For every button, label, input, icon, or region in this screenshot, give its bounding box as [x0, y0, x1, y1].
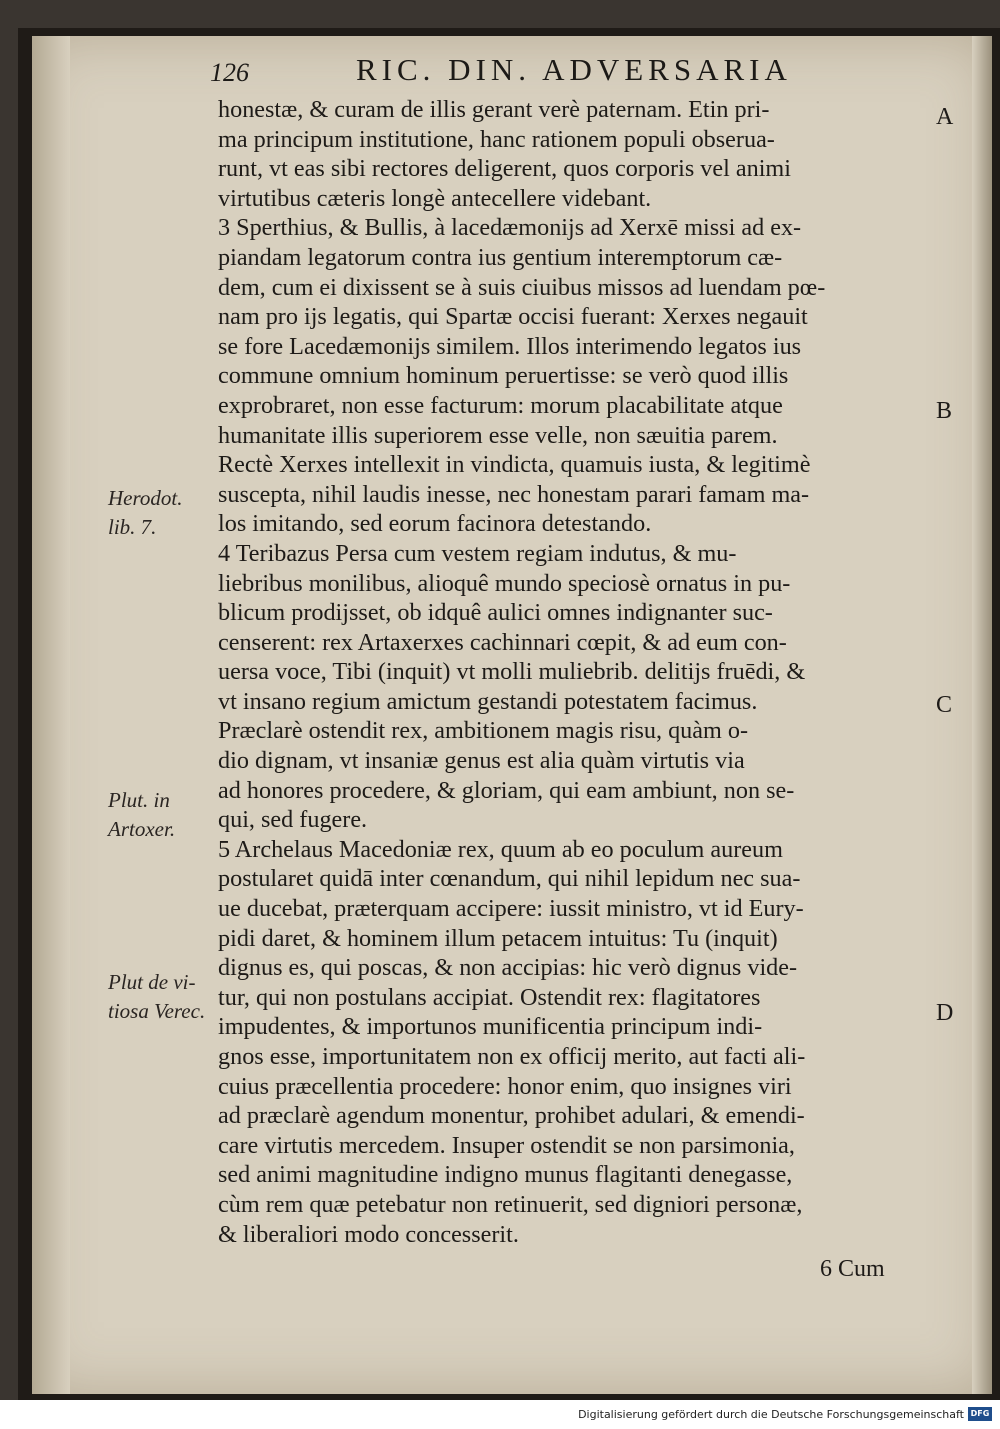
- footer-bar: [0, 1400, 1000, 1429]
- text-line: postularet quidā inter cœnandum, qui nihil lepidum nec sua-: [218, 865, 801, 893]
- dfg-logo: DFG: [968, 1407, 992, 1421]
- margin-letter-a: A: [936, 104, 954, 130]
- text-line: qui, sed fugere.: [218, 806, 368, 834]
- text-line: uersa voce, Tibi (inquit) vt molli muliebrib. delitijs fruēdi, &: [218, 658, 806, 686]
- text-line: se fore Lacedæmonijs similem. Illos interimendo legatos ius: [218, 332, 802, 360]
- margin-note-plut-vitiosa: Plut de vi- tiosa Verec.: [108, 970, 206, 1023]
- text-line: dio dignam, vt insaniæ genus est alia quàm virtutis via: [218, 747, 745, 775]
- text-line: exprobraret, non esse facturum: morum placabilitate atque: [218, 391, 783, 419]
- text-line: pidi daret, & hominem illum petacem intuitus: Tu (inquit): [218, 924, 778, 952]
- text-line: honestæ, & curam de illis gerant verè paternam. Etin pri-: [218, 96, 770, 123]
- text-line: virtutibus cæteris longè antecellere videbant.: [218, 184, 652, 212]
- text-line: los imitando, sed eorum facinora detestando.: [218, 510, 652, 538]
- text-line: ma principum institutione, hanc rationem populi obserua-: [218, 125, 775, 153]
- text-line: vt insano regium amictum gestandi potestatem facimus.: [218, 687, 758, 715]
- text-line: cuius præcellentia procedere: honor enim, quo insignes viri: [218, 1072, 792, 1100]
- text-line: ad præclarè agendum monentur, prohibet adulari, & emendi-: [218, 1102, 805, 1130]
- margin-note-plut-artox: Plut. in Artoxer.: [108, 788, 176, 841]
- running-title: RIC. DIN. ADVERSARIA: [356, 52, 792, 87]
- catchword: 6 Cum: [820, 1256, 885, 1282]
- text-line: sed animi magnitudine indigno munus flagitanti denegasse,: [218, 1161, 793, 1189]
- text-line: suscepta, nihil laudis inesse, nec honestam parari famam ma-: [218, 480, 810, 508]
- margin-letter-b: B: [936, 398, 953, 424]
- text-line: dignus es, qui poscas, & non accipias: hic verò dignus vide-: [218, 954, 798, 982]
- body-text: [218, 95, 933, 1249]
- margin-letter-c: C: [936, 692, 953, 718]
- footer-credit: Digitalisierung gefördert durch die Deutsche Forschungsgemeinschaft: [578, 1408, 964, 1421]
- page-gutter-shadow: [32, 36, 70, 1394]
- text-line: liebribus monilibus, alioquê mundo speciosè ornatus in pu-: [218, 569, 791, 597]
- page-header: [210, 52, 850, 92]
- text-line: cùm rem quæ petebatur non retinuerit, sed digniori personæ,: [218, 1190, 803, 1218]
- text-line: care virtutis mercedem. Insuper ostendit se non parsimonia,: [218, 1131, 795, 1159]
- text-line: commune omnium hominum peruertisse: se verò quod illis: [218, 362, 789, 390]
- text-line: 3 Sperthius, & Bullis, à lacedæmonijs ad Xerxē missi ad ex-: [218, 214, 802, 242]
- text-line: dem, cum ei dixissent se à suis ciuibus missos ad luendam pœ-: [218, 273, 826, 301]
- text-line: 5 Archelaus Macedoniæ rex, quum ab eo poculum aureum: [218, 835, 783, 863]
- text-line: & liberaliori modo concesserit.: [218, 1220, 519, 1248]
- text-line: Præclarè ostendit rex, ambitionem magis risu, quàm o-: [218, 717, 748, 745]
- text-line: Rectè Xerxes intellexit in vindicta, quamuis iusta, & legitimè: [218, 451, 811, 479]
- text-line: humanitate illis superiorem esse velle, non sæuitia parem.: [218, 421, 778, 449]
- text-line: ue ducebat, præterquam accipere: iussit ministro, vt id Eury-: [218, 895, 804, 923]
- text-line: piandam legatorum contra ius gentium interemptorum cæ-: [218, 243, 783, 271]
- text-line: ad honores procedere, & gloriam, qui eam ambiunt, non se-: [218, 776, 795, 804]
- page-right-edge: [972, 36, 992, 1394]
- text-line: runt, vt eas sibi rectores deligerent, quos corporis vel animi: [218, 155, 791, 183]
- page-number: 126: [210, 58, 249, 87]
- margin-letter-d: D: [936, 1000, 954, 1026]
- text-line: censerent: rex Artaxerxes cachinnari cœpit, & ad eum con-: [218, 628, 787, 656]
- margin-note-herodot: Herodot. lib. 7.: [108, 486, 183, 539]
- text-line: blicum prodijsset, ob idquê aulici omnes indignanter suc-: [218, 599, 773, 627]
- text-line: impudentes, & importunos munificentia principum indi-: [218, 1013, 763, 1041]
- text-line: 4 Teribazus Persa cum vestem regiam indutus, & mu-: [218, 539, 737, 567]
- text-line: nam pro ijs legatis, qui Spartæ occisi fuerant: Xerxes negauit: [218, 303, 808, 331]
- text-line: gnos esse, importunitatem non ex officij merito, aut facti ali-: [218, 1043, 806, 1070]
- text-line: tur, qui non postulans accipiat. Ostendit rex: flagitatores: [218, 983, 761, 1011]
